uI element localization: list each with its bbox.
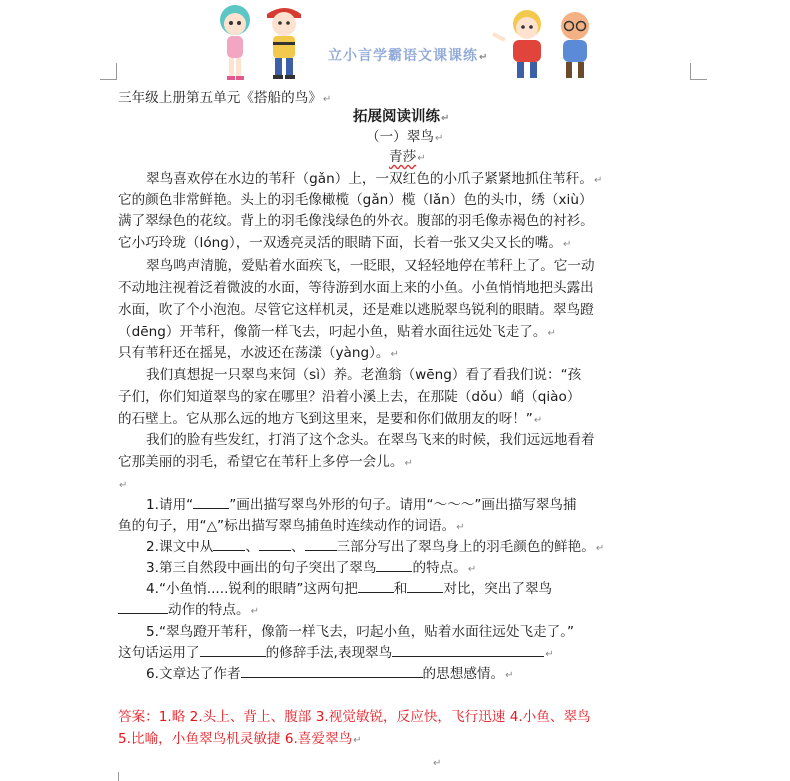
p4-line: 它那美丽的羽毛，希望它在苇秆上多停一会儿。↵ (118, 454, 413, 470)
p2-line: 翠鸟鸣声清脆，爱贴着水面疾飞，一眨眼，又轻轻地停在苇秆上了。它一动 (146, 258, 595, 274)
p2-line: 只有苇秆还在摇晃，水波还在荡漾（yàng）。↵ (118, 345, 399, 361)
lesson-line: 三年级上册第五单元《搭船的鸟》↵ (118, 90, 332, 106)
p2-line: 不动地注视着泛着微波的水面，等待游到水面上来的小鱼。小鱼悄悄地把头露出 (118, 280, 594, 296)
p4-line: 我们的脸有些发红，打消了这个念头。在翠鸟飞来的时候，我们远远地看着 (146, 432, 595, 448)
p3-line: 子们，你们知道翠鸟的家在哪里？沿着小溪上去，在那陡（dǒu）峭（qiào） (118, 389, 581, 405)
p1-line: 翠鸟喜欢停在水边的苇秆（gǎn）上，一双红色的小爪子紧紧地抓住苇秆。↵ (146, 171, 603, 187)
crop-mark-top-left (100, 63, 117, 80)
crop-mark-bottom-left (118, 772, 120, 781)
p3-line: 我们真想捉一只翠鸟来饲（sì）养。老渔翁（wēng）看了看我们说：“孩 (146, 367, 582, 383)
author-line: 青莎↵ (389, 149, 426, 165)
section-subtitle: （一）翠鸟↵ (366, 129, 444, 145)
girl-cartoon-icon (220, 5, 250, 80)
p1-line: 满了翠绿色的花纹。背上的羽毛像浅绿色的外衣。腹部的羽毛像赤褐色的衬衫。 (118, 213, 594, 229)
p1-line: 它小巧玲珑（lóng），一双透亮灵活的眼睛下面，长着一张又尖又长的嘴。↵ (118, 235, 572, 251)
answer-line: 5.比喻，小鱼翠鸟机灵敏捷 6.喜爱翠鸟↵ (118, 731, 362, 747)
kid-cartoon-icon (493, 10, 541, 78)
question-6: 6.文章达了作者 的思想感情。↵ (146, 666, 514, 682)
p2-line: （dēng）开苇秆，像箭一样飞去，叼起小鱼，贴着水面往远处飞走了。↵ (118, 324, 556, 340)
question-5: 5.“翠鸟蹬开苇秆，像箭一样飞去，叼起小鱼，贴着水面往远处飞走了。” (146, 624, 575, 640)
question-4: 4.“小鱼悄.....锐利的眼睛”这两句把 和 对比，突出了翠鸟 (146, 581, 553, 597)
crop-mark-top-right (690, 63, 707, 80)
question-2: 2.课文中从 、 、 三部分写出了翠鸟身上的羽毛颜色的鲜艳。↵ (146, 539, 605, 555)
question-5-cont: 这句话运用了 的修辞手法,表现翠鸟 ↵ (118, 645, 554, 661)
question-1: 1.请用“ ”画出描写翠鸟外形的句子。请用“～～～”画出描写翠鸟捕 (146, 497, 577, 513)
question-3: 3.第三自然段中画出的句子突出了翠鸟 的特点。↵ (146, 560, 477, 576)
p2-line: 水面，吹了个小泡泡。尽管它这样机灵，还是难以逃脱翠鸟锐利的眼睛。翠鸟蹬 (118, 302, 594, 318)
brand-title: 立小言学霸语文课课练↵ (328, 48, 489, 64)
p1-line: 它的颜色非常鲜艳。头上的羽毛像橄榄（gǎn）榄（lǎn）色的头巾，绣（xiù） (118, 192, 593, 208)
answer-line: 答案：1.略 2.头上、背上、腹部 3.视觉敏锐，反应快，飞行迅速 4.小鱼、翠鸟 (118, 709, 591, 725)
question-1-cont: 鱼的句子，用“△”标出描写翠鸟捕鱼时连续动作的词语。↵ (118, 518, 465, 534)
empty-line: ↵ (119, 480, 128, 491)
end-paragraph-mark: ↵ (433, 758, 442, 769)
p3-line: 的石壁上。它从那么远的地方飞到这里来，是要和你们做朋友的呀！”↵ (118, 411, 543, 427)
question-4-cont: 动作的特点。↵ (118, 600, 259, 622)
glasses-kid-cartoon-icon (561, 12, 589, 78)
header-cartoon-banner (205, 0, 600, 88)
boy-cartoon-icon (267, 8, 301, 79)
page-title: 拓展阅读训练↵ (353, 109, 450, 125)
